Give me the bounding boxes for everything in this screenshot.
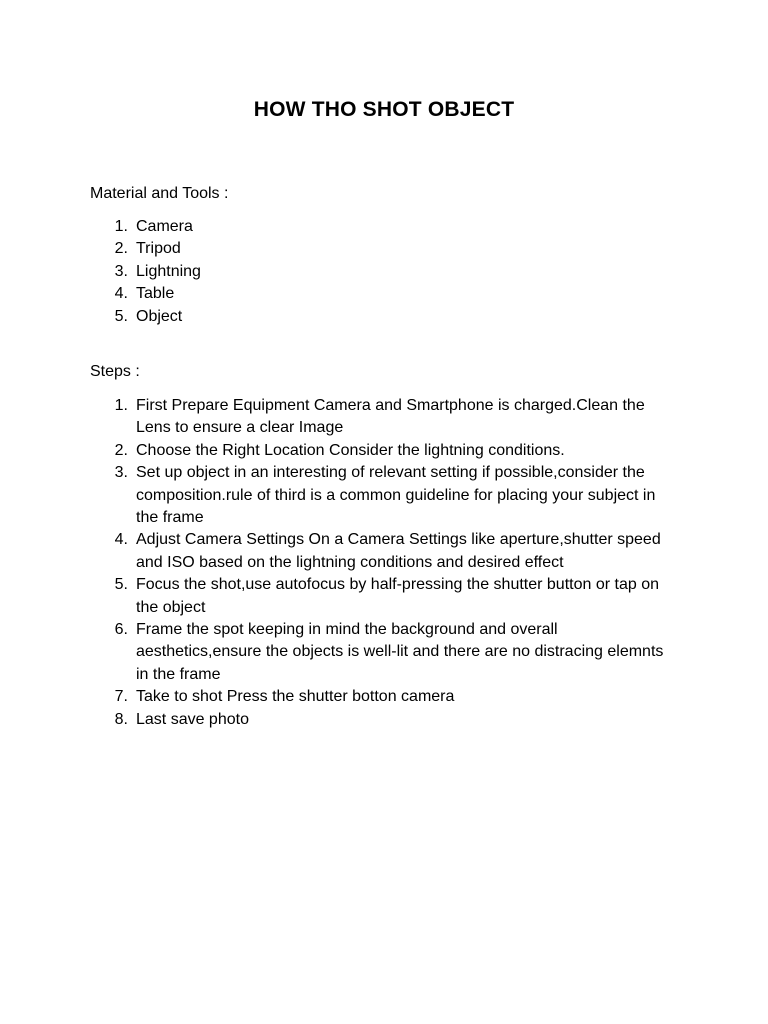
list-item-number: 2.	[114, 240, 128, 258]
list-item-number: 4.	[114, 285, 128, 303]
list-item	[90, 395, 680, 440]
list-item-text: First Prepare Equipment Camera and Smartphone is charged.Clean the Lens to ensure a clear Image	[136, 397, 645, 437]
list-item-number: 6.	[114, 621, 128, 639]
list-item-number: 8.	[114, 710, 128, 728]
list-item-text: Object	[136, 307, 183, 325]
list-item	[90, 440, 680, 462]
list-item-text: Frame the spot keeping in mind the background and overall aesthetics,ensure the objects is well-lit and there are no distracing elemnts in the frame	[136, 621, 664, 683]
list-item-number: 1.	[114, 218, 128, 235]
list-item-text: Lightning	[136, 262, 201, 280]
list-item	[90, 283, 680, 305]
list-item	[90, 216, 680, 238]
materials-heading: Material and Tools :	[90, 185, 229, 202]
list-item	[90, 709, 680, 731]
list-item	[90, 574, 680, 619]
list-item-number: 5.	[114, 307, 128, 325]
list-item-text: Focus the shot,use autofocus by half-pressing the shutter button or tap on the object	[136, 576, 659, 616]
list-item-text: Take to shot Press the shutter botton camera	[136, 688, 455, 706]
list-item-text: Adjust Camera Settings On a Camera Settings like aperture,shutter speed and ISO based on the lightning conditions and desired effect	[136, 531, 661, 571]
list-item-number: 1.	[114, 397, 128, 414]
materials-list	[90, 216, 680, 328]
page-title: HOW THO SHOT OBJECT	[253, 98, 515, 121]
list-item-text: Set up object in an interesting of relevant setting if possible,consider the composition.rule of third is a common guideline for placing your subject in the frame	[136, 464, 656, 527]
list-item	[90, 686, 680, 708]
list-item-text: Choose the Right Location Consider the lightning conditions.	[136, 441, 565, 459]
list-item-number: 5.	[114, 576, 128, 594]
list-item	[90, 306, 680, 328]
list-item-text: Tripod	[136, 240, 181, 258]
list-item-number: 4.	[114, 531, 128, 549]
list-item-text: Last save photo	[136, 710, 249, 728]
list-item	[90, 261, 680, 283]
list-item	[90, 462, 680, 529]
list-item-number: 2.	[114, 441, 128, 459]
list-item	[90, 238, 680, 260]
list-item	[90, 619, 680, 686]
steps-heading: Steps :	[90, 363, 140, 380]
steps-list	[90, 395, 680, 731]
list-item-number: 7.	[114, 688, 128, 706]
list-item-number: 3.	[114, 262, 128, 280]
list-item-text: Table	[136, 285, 175, 303]
list-item-number: 3.	[114, 464, 128, 482]
list-item-text: Camera	[136, 218, 193, 235]
list-item	[90, 529, 680, 574]
